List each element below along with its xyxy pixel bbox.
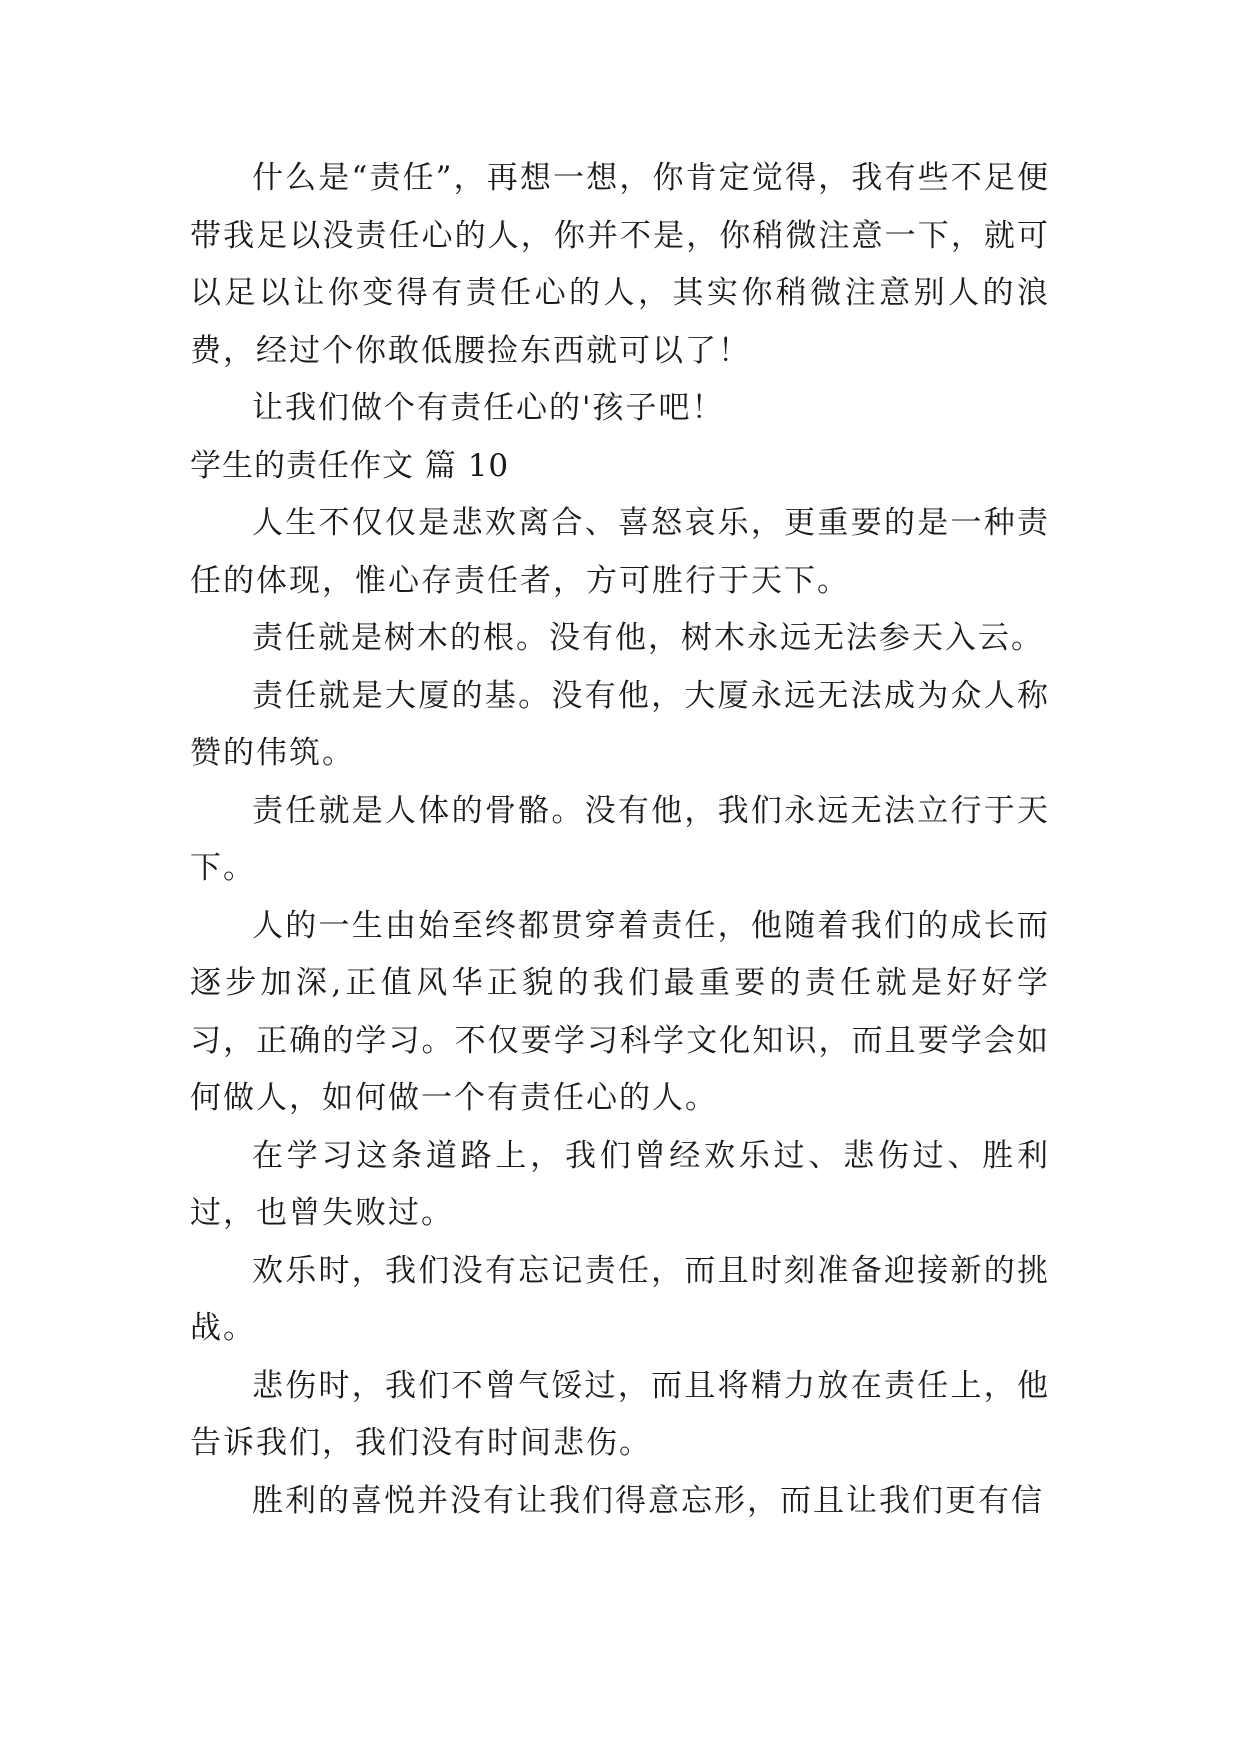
paragraph: 悲伤时，我们不曾气馁过，而且将精力放在责任上，他告诉我们，我们没有时间悲伤。 (190, 1367, 1050, 1461)
paragraph: 让我们做个有责任心的'孩子吧！ (252, 390, 725, 426)
paragraph: 责任就是树木的根。没有他，树木永远无法参天入云。 (252, 620, 1044, 656)
paragraph: 什么是“责任”，再想一想，你肯定觉得，我有些不足便带我足以没责任心的人，你并不是，你稍微注意一下，就可以足以让你变得有责任心的人，其实你稍微注意别人的浪费，经过个你敢低腰捡东西就可以了！ (190, 160, 1050, 369)
section-heading: 学生的责任作文 篇 10 (190, 447, 510, 484)
paragraph: 人的一生由始至终都贯穿着责任，他随着我们的成长而逐步加深,正值风华正貌的我们最重要的责任就是好好学习，正确的学习。不仅要学习科学文化知识，而且要学会如何做人，如何做一个有责任心的人。 (190, 907, 1050, 1116)
paragraph: 责任就是人体的骨骼。没有他，我们永远无法立行于天下。 (190, 792, 1050, 886)
paragraph: 责任就是大厦的基。没有他，大厦永远无法成为众人称赞的伟筑。 (190, 677, 1050, 771)
paragraph: 人生不仅仅是悲欢离合、喜怒哀乐，更重要的是一种责任的体现，惟心存责任者，方可胜行于天下。 (190, 505, 1050, 599)
paragraph: 在学习这条道路上，我们曾经欢乐过、悲伤过、胜利过，也曾失败过。 (190, 1137, 1050, 1231)
document-body (190, 150, 1050, 1530)
paragraph: 欢乐时，我们没有忘记责任，而且时刻准备迎接新的挑战。 (190, 1252, 1050, 1346)
paragraph: 胜利的喜悦并没有让我们得意忘形，而且让我们更有信 (252, 1482, 1044, 1519)
